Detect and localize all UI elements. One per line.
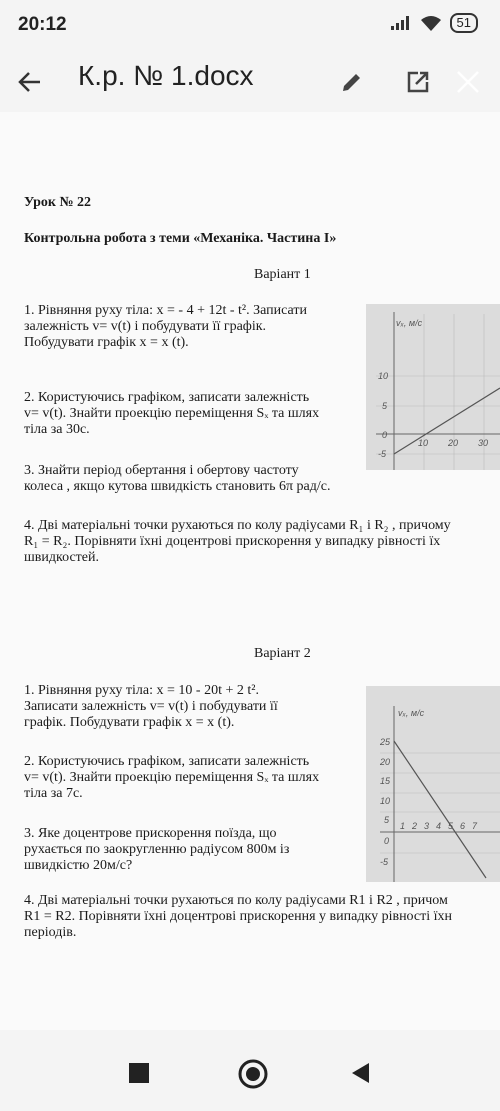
v2-q3-line1: 3. Яке доцентрове прискорення поїзда, що [24, 826, 277, 841]
v1-q4-line2: R₁ = R₂. Порівняти їхні доцентрові прискорення у випадку рівності їх [24, 534, 441, 549]
close-button[interactable] [452, 66, 484, 98]
document-page[interactable] [0, 112, 500, 1030]
back-button[interactable] [14, 66, 46, 98]
v2-q2-line2: v= v(t). Знайти проекцію переміщення Sₓ та шлях [24, 770, 320, 785]
v1-q4-line3: швидкостей. [24, 550, 99, 565]
v2-q3-line2: рухається по заокругленню радіусом 800м із [24, 842, 290, 857]
v1-q2-line2: v= v(t). Знайти проекцію переміщення Sₓ та шлях [24, 406, 320, 421]
v1-q1-line3: Побудувати графік x = x (t). [24, 335, 189, 350]
v2-x-tick: 6 [460, 821, 466, 831]
nav-home-icon [237, 1058, 269, 1090]
v2-y-tick: 5 [384, 815, 390, 825]
navigation-bar [0, 1030, 500, 1111]
variant2-velocity-graph [366, 686, 500, 882]
v2-x-tick: 1 [400, 821, 406, 831]
nav-recent-icon [126, 1060, 152, 1086]
back-arrow-icon [17, 69, 43, 95]
status-time: 20:12 [18, 14, 67, 35]
app-bar [0, 52, 500, 112]
v1-x-tick: 30 [478, 438, 489, 448]
v1-q4-line1: 4. Дві матеріальні точки рухаються по колу радіусами R₁ і R₂ , причому [24, 518, 451, 533]
v2-q1-line2: Записати залежність v= v(t) і побудувати її [24, 699, 278, 714]
nav-back-icon [348, 1060, 374, 1086]
v2-q2-line3: тіла за 7с. [24, 786, 83, 801]
v2-y-tick: 10 [380, 796, 391, 806]
edit-button[interactable] [336, 66, 368, 98]
variant1-velocity-graph [366, 304, 500, 470]
v2-q1-line3: графік. Побудувати графік x = x (t). [24, 715, 235, 730]
v1-q3-line1: 3. Знайти період обертання і обертову частоту [24, 463, 299, 478]
v1-q3-line2: колеса , якщо кутова швидкість становить 6π рад/с. [24, 479, 331, 494]
signal-icon [390, 15, 412, 31]
nav-back-button[interactable] [348, 1060, 374, 1091]
v2-x-tick: 3 [424, 821, 430, 831]
lesson-number: Урок № 22 [24, 195, 92, 210]
v2-x-tick: 2 [412, 821, 418, 831]
v2-q4-line2: R1 = R2. Порівняти їхні доцентрові прискорення у випадку рівності їхн [24, 909, 453, 924]
status-icons [390, 13, 478, 33]
v1-y-tick: -5 [378, 449, 387, 459]
v2-x-tick: 5 [448, 821, 454, 831]
v1-q2-line1: 2. Користуючись графіком, записати залежність [24, 390, 310, 405]
battery-icon: 51 [450, 13, 478, 33]
v2-axis-label: vₓ, м/с [398, 708, 425, 718]
variant2-heading: Варіант 2 [254, 646, 311, 661]
v2-q4-line3: періодів. [24, 925, 77, 940]
v1-q2-line3: тіла за 30с. [24, 422, 90, 437]
close-icon [455, 69, 481, 95]
wifi-icon [420, 15, 442, 32]
v2-y-tick: 25 [380, 737, 391, 747]
v2-q3-line3: швидкістю 20м/с? [24, 858, 133, 873]
variant1-heading: Варіант 1 [254, 267, 311, 282]
v1-y-tick: 0 [382, 430, 388, 440]
nav-home-button[interactable] [237, 1058, 269, 1095]
v2-y-tick: -5 [380, 857, 389, 867]
v2-q4-line1: 4. Дві матеріальні точки рухаються по колу радіусами R1 і R2 , причом [24, 893, 448, 908]
v1-y-tick: 5 [382, 401, 388, 411]
open-external-button[interactable] [402, 66, 434, 98]
v2-y-tick: 0 [384, 836, 390, 846]
nav-recent-button[interactable] [126, 1060, 152, 1091]
v1-q1-line1: 1. Рівняння руху тіла: x = - 4 + 12t - t². Записати [24, 303, 307, 318]
open-external-icon [406, 70, 430, 94]
v2-y-tick: 20 [380, 757, 391, 767]
v1-x-tick: 20 [448, 438, 459, 448]
v2-q2-line1: 2. Користуючись графіком, записати залежність [24, 754, 310, 769]
pencil-edit-icon [340, 70, 364, 94]
test-title: Контрольна робота з теми «Механіка. Частина І» [24, 231, 337, 246]
v1-x-tick: 10 [418, 438, 429, 448]
document-title: К.р. № 1.docx [78, 60, 254, 91]
v1-y-tick: 10 [378, 371, 389, 381]
v2-velocity-line [394, 741, 486, 878]
status-bar [0, 0, 500, 52]
v2-x-tick: 4 [436, 821, 442, 831]
v1-axis-label: vₓ, м/с [396, 318, 423, 328]
v2-q1-line1: 1. Рівняння руху тіла: x = 10 - 20t + 2 t². [24, 683, 259, 698]
v1-q1-line2: залежність v= v(t) і побудувати її графік. [24, 319, 267, 334]
v2-x-tick: 7 [472, 821, 478, 831]
v2-y-tick: 15 [380, 776, 391, 786]
